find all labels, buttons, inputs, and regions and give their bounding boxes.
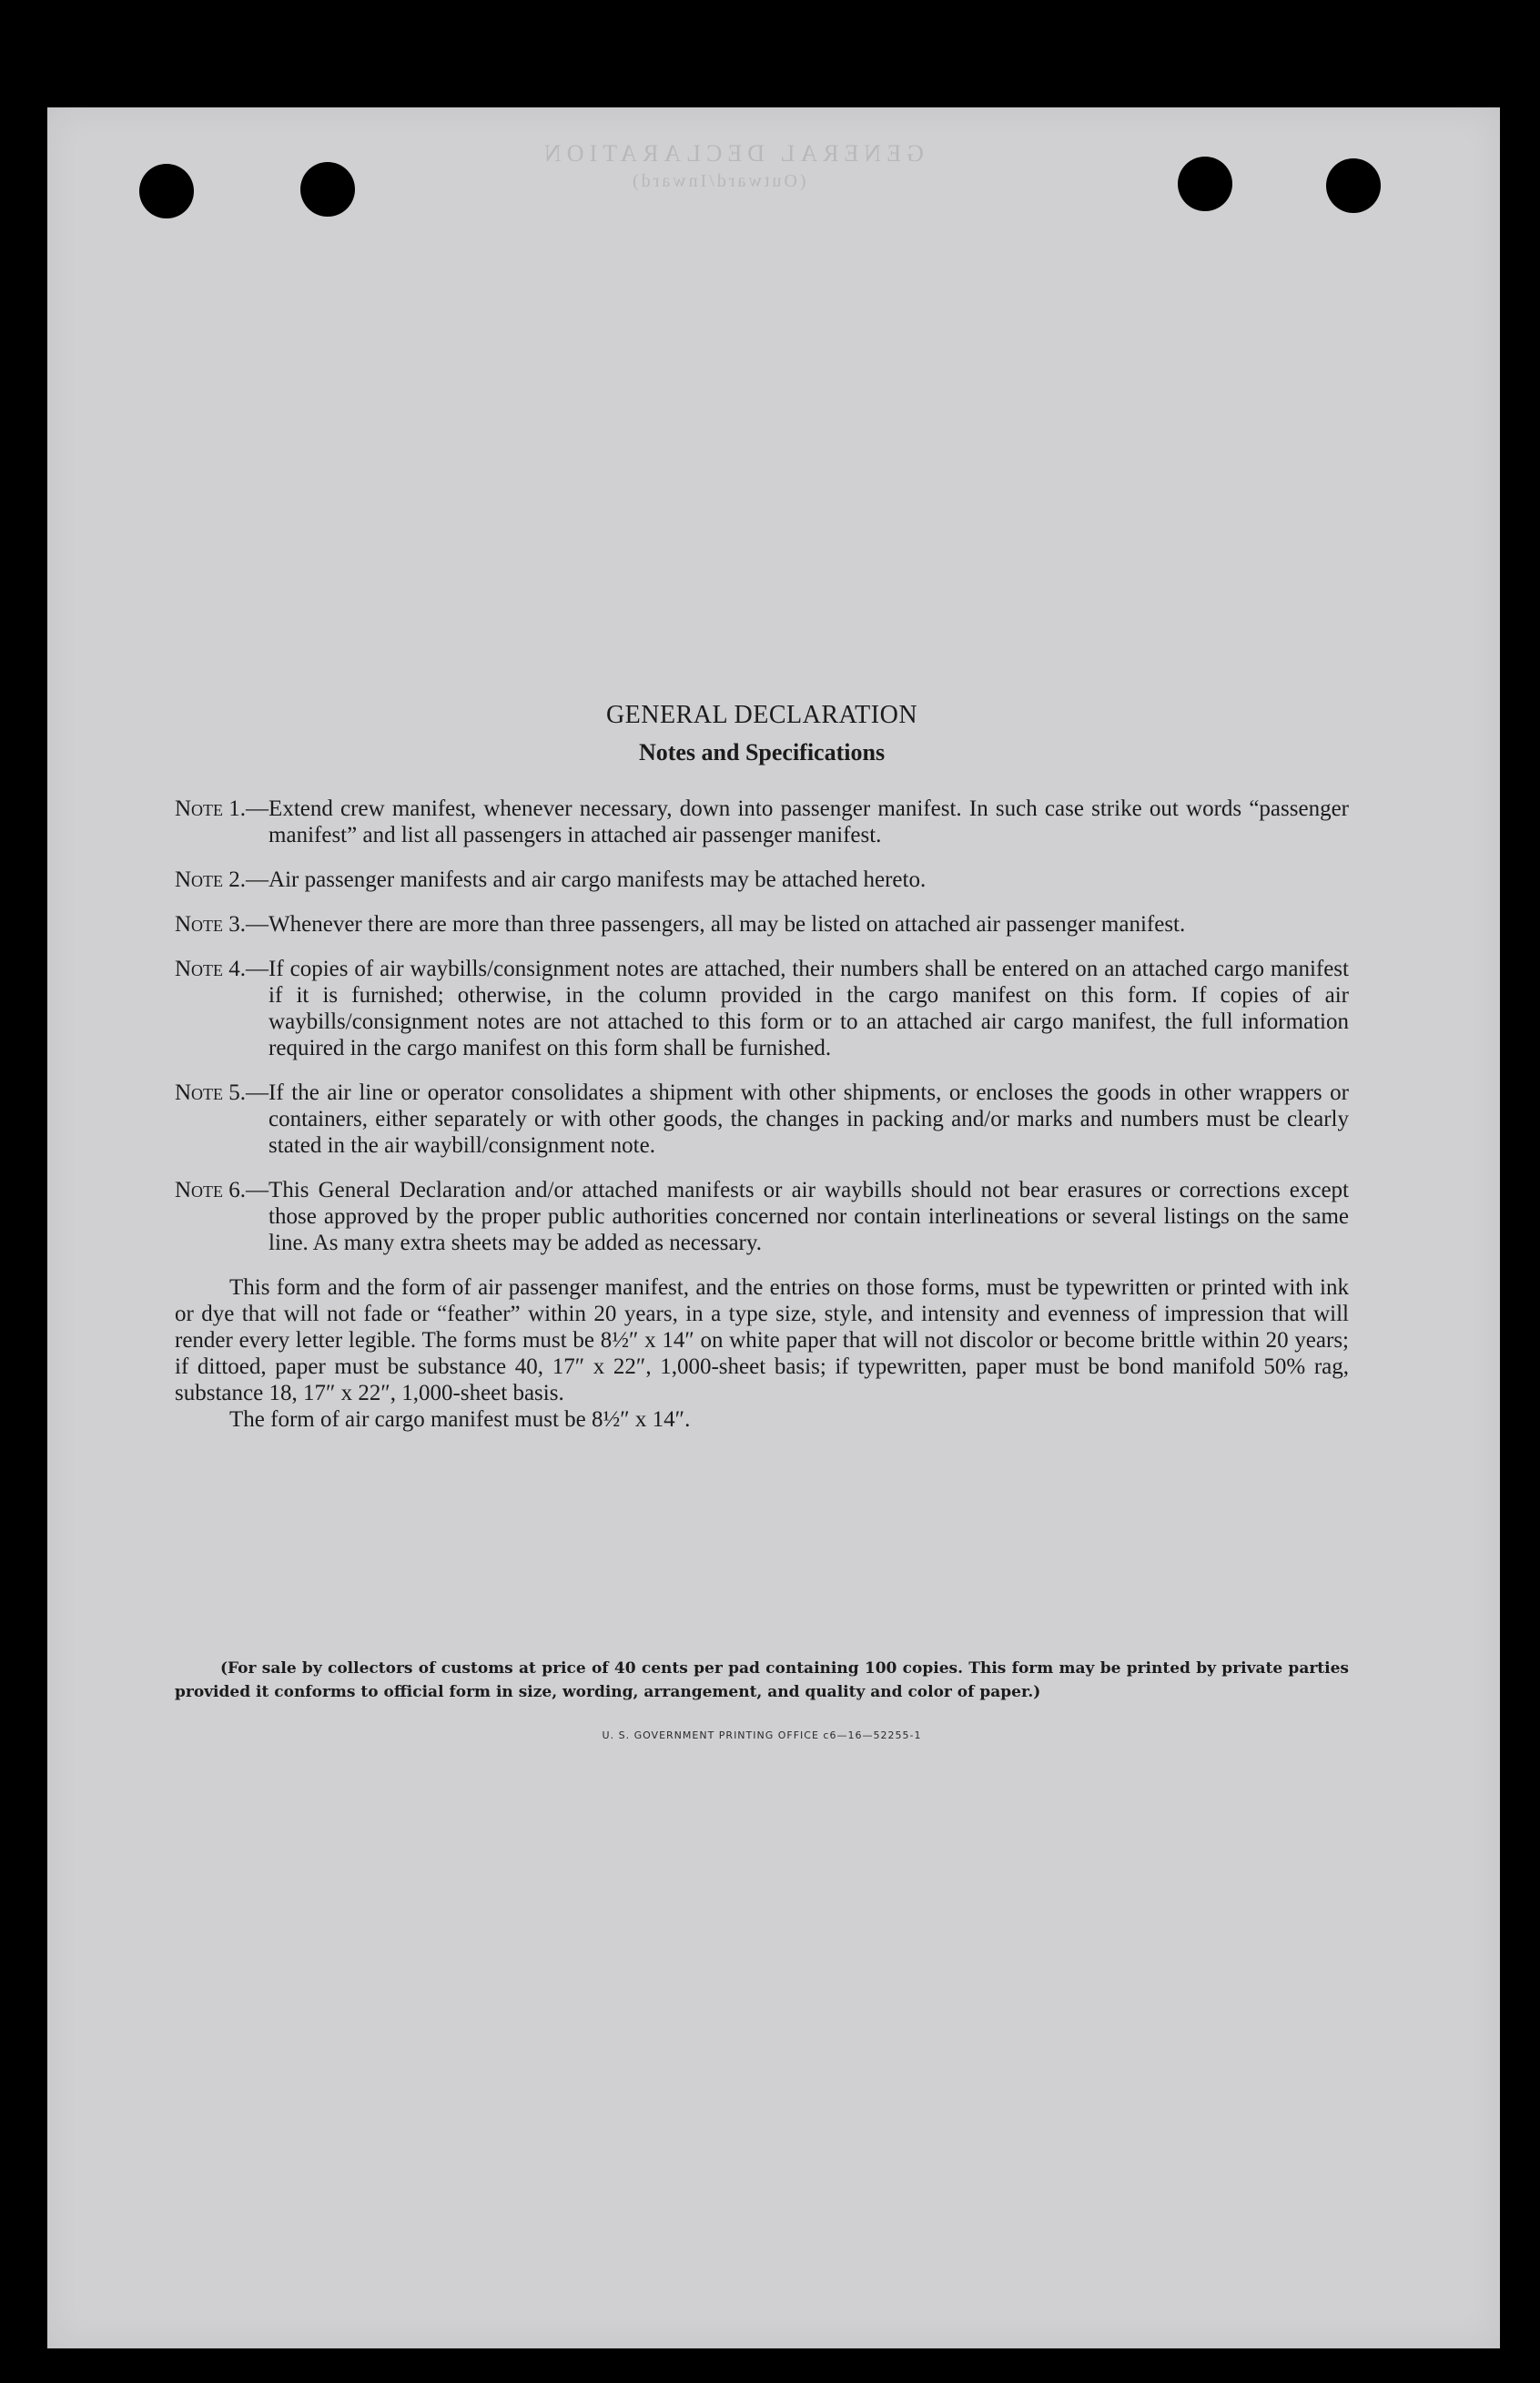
note-text: If copies of air waybills/consignment notes are attached, their numbers shall be entered on an attached cargo manifest if it is furnished; otherwise, in the column provided in the cargo manifest on this form. If copies of air waybills/consignment notes are not attached to this form or to an attached air cargo manifest, the full information required in the cargo manifest on this form shall be furnished.	[268, 957, 1349, 1060]
note-label: Note 2.	[175, 867, 247, 892]
note-text: This General Declaration and/or attached manifests or air waybills should not bear erasures or corrections except those approved by the proper public authorities concerned nor contain interlineations or several listings on the same line. As many extra sheets may be added as necessary.	[268, 1178, 1349, 1255]
note-6: Note 6. — This General Declaration and/or attached manifests or air waybills should not bear erasures or corrections except those approved by the proper public authorities concerned nor contain interlineations or several listings on the same line. As many extra sheets may be added as necessary.	[175, 1178, 1349, 1255]
note-2: Note 2. — Air passenger manifests and air cargo manifests may be attached hereto.	[175, 867, 1349, 893]
punch-hole-1	[139, 164, 194, 218]
show-through-subheading: (Outward/Inward)	[630, 171, 806, 191]
note-5: Note 5. — If the air line or operator consolidates a shipment with other shipments, or encloses the goods in other wrappers or containers, either separately or with other goods, the changes in packing and/or marks and numbers must be clearly stated in the air waybill/consignment note.	[175, 1080, 1349, 1158]
punch-hole-4	[1326, 158, 1381, 213]
note-4: Note 4. — If copies of air waybills/consignment notes are attached, their numbers shall be entered on an attached cargo manifest if it is furnished; otherwise, in the column provided in the cargo manifest on this form. If copies of air waybills/consignment notes are not attached to this form or to an attached air cargo manifest, the full information required in the cargo manifest on this form shall be furnished.	[175, 957, 1349, 1060]
note-3: Note 3. — Whenever there are more than three passengers, all may be listed on attached air passenger manifest.	[175, 911, 1349, 938]
page-title: GENERAL DECLARATION	[605, 701, 918, 729]
punch-hole-2	[300, 162, 355, 217]
notes-section	[175, 701, 1349, 1433]
note-text: If the air line or operator consolidates a shipment with other shipments, or encloses the goods in other wrappers or containers, either separately or with other goods, the changes in packing and/or marks and numbers must be clearly stated in the air waybill/consignment note.	[268, 1080, 1349, 1158]
page-subtitle: Notes and Specifications	[638, 739, 886, 766]
note-label: Note 1.	[175, 796, 247, 821]
note-label: Note 6.	[175, 1178, 247, 1202]
note-label: Note 4.	[175, 957, 247, 981]
note-label: Note 3.	[175, 912, 247, 937]
printer-imprint: U. S. GOVERNMENT PRINTING OFFICE c6—16—52255-1	[602, 1729, 922, 1741]
show-through-heading: GENERAL DECLARATION	[539, 140, 924, 167]
sale-notice: (For sale by collectors of customs at price of 40 cents per pad containing 100 copies. This form may be printed by private parties provided it conforms to official form in size, wording, arrangement, and quality and color of paper.)	[175, 1659, 1349, 1701]
form-specification-paragraph: This form and the form of air passenger manifest, and the entries on those forms, must be typewritten or printed with ink or dye that will not fade or “feather” within 20 years, in a type size, style, and intensity and evenness of impression that will render every letter legible. The forms must be 8½″ x 14″ on white paper that will not discolor or become brittle within 20 years; if dittoed, paper must be substance 40, 17″ x 22″, 1,000-sheet basis; if typewritten, paper must be bond manifold 50% rag, substance 18, 17″ x 22″, 1,000-sheet basis.	[175, 1275, 1349, 1405]
note-label: Note 5.	[175, 1080, 247, 1105]
note-text: Whenever there are more than three passengers, all may be listed on attached air passenger manifest.	[268, 912, 1186, 937]
cargo-manifest-size-paragraph: The form of air cargo manifest must be 8½″ x 14″.	[229, 1407, 691, 1432]
punch-hole-3	[1178, 157, 1232, 211]
note-text: Extend crew manifest, whenever necessary, down into passenger manifest. In such case strike out words “passenger manifest” and list all passengers in attached air passenger manifest.	[268, 796, 1349, 847]
note-1: Note 1. — Extend crew manifest, whenever necessary, down into passenger manifest. In such case strike out words “passenger manifest” and list all passengers in attached air passenger manifest.	[175, 796, 1349, 847]
note-text: Air passenger manifests and air cargo manifests may be attached hereto.	[268, 867, 927, 892]
